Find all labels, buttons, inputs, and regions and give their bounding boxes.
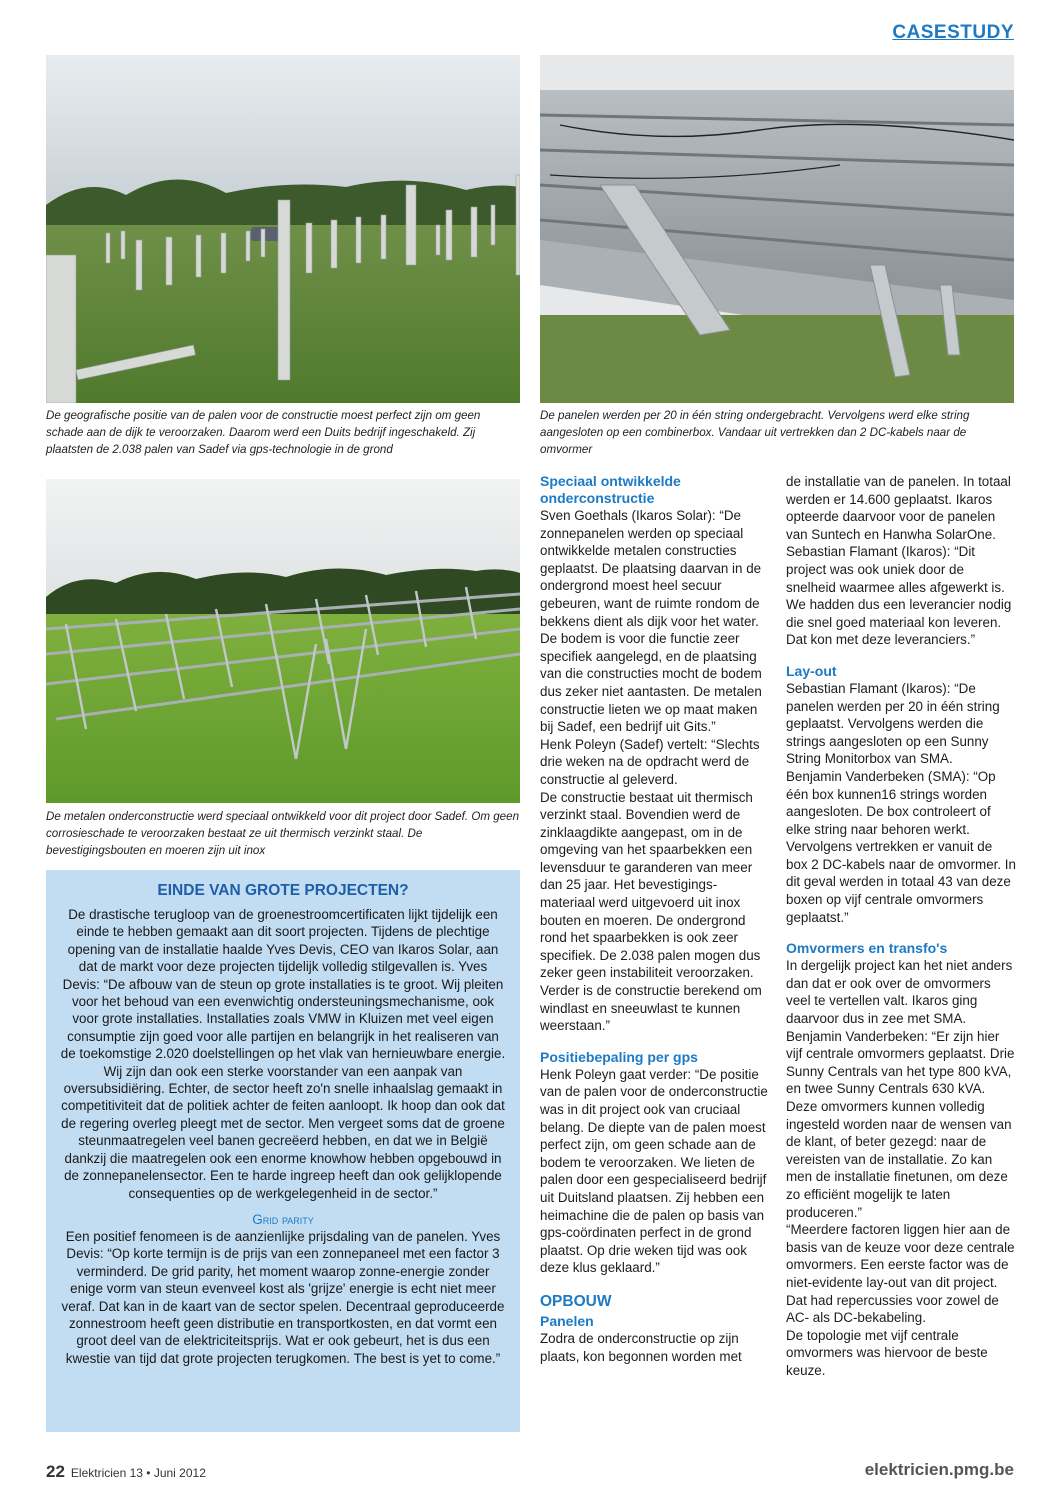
col1-paragraph-3: De constructie bestaat uit thermisch verzinkt staal. Bovendien werd de zinklaagdikte aangepast, om in de omgeving van het spaarbekken een levensduur te garanderen van meer dan 25 jaar. Het bevestigings-materiaal werd uitgevoerd uit inox bouten en moeren. De ondergrond rond het spaarbekken is ook zeer specifiek. De 2.038 palen mogen dus zeker geen instabiliteit veroorzaken. (540, 789, 761, 981)
sidebar-title: EINDE VAN GROTE PROJECTEN? (157, 882, 409, 899)
footer-left (46, 1462, 206, 1482)
col2-paragraph-7: De topologie met vijf centrale omvormers was hiervoor de beste keuze. (786, 1327, 988, 1378)
col2-paragraph-1: de installatie van de panelen. In totaal werden er 14.600 geplaatst. Ikaros opteerde daarvoor voor de panelen van Suntech en Hanwha SolarOne. Sebastian Flamant (Ikaros): “Dit project was ook uniek door de snelheid waarmee alles afgewerkt is. We hadden dus een leverancier nodig die snel goed materiaal kon leveren. Dat kon met deze leveranciers.” (786, 474, 1012, 648)
photo-poles-caption: De geografische positie van de palen voor de constructie moest perfect zijn om geen schade aan de dijk te veroorzaken. Daarom werd een Duits bedrijf ingeschakeld. Zij plaatsten de 2.038 palen van Sadef via gps-technologie in de grond (46, 409, 481, 456)
col1-paragraph-6: Zodra de onderconstructie op zijn plaats, kon begonnen worden met (540, 1330, 742, 1364)
sidebar-paragraph-1: De drastische terugloop van de groenestroomcertificaten lijkt tijdelijk een einde te hebben gemaakt aan dit soort projecten. Tijdens de plechtige opening van de installatie haalde Yves Devis, CEO van Ikaros Solar, aan dat de markt voor deze projecten tijdelijk volledig stilgevallen is. Yves Devis: “De afbouw van de steun op grote installaties is te groot. Wij pleiten voor het behoud van een evenwichtig ondersteuningsmechanisme, ook voor grote installaties. Installaties zoals VMW in Kluizen met veel eigen consumptie zijn goed voor alle partijen en belangrijk in het realiseren van de toekomstige 2.020 doelstellingen op het vlak van hernieuwbare energie. Wij zijn dan ook een sterke voorstander van een aanpak van oversubsidiëring. Echter, de sector heeft zo'n snelle inhaalslag gemaakt in competitiviteit dat de politiek achter de feiten aanloopt. Ik hoop dan ook dat de regering overleg pleegt met de sector. Men vergeet soms dat de groene steunmaatregelen veel banen gecreëerd hebben, en dat we in België dankzij die maatregelen ook een enorme knowhow hebben opgebouwd in de zonnepanelensector. Een te harde ingreep heeft dan ook gelijklopende consequenties op de werkgelegenheid in de sector.” (60, 907, 506, 1201)
sidebar-subtitle: Grid parity (252, 1211, 314, 1227)
website-link[interactable]: elektricien.pmg.be (864, 1460, 1014, 1479)
magazine-issue: Elektricien 13 • Juni 2012 (70, 1466, 206, 1480)
col1-paragraph-5: Henk Poleyn gaat verder: “De positie van de palen voor de onderconstructie was in dit project ook van cruciaal belang. De diepte van de palen moest perfect zijn, om geen schade aan de bodem te veroorzaken. We lieten de palen door een gespecialiseerd bedrijf uit Duitsland plaatsen. Zij hebben een heimachine die de palen op basis van gps-coördinaten perfect in de grond plaatst. Op drie weken tijd was ook deze klus geklaard.” (540, 1066, 768, 1276)
article-column-2 (786, 473, 1016, 1380)
heading-panelen: Panelen (540, 1312, 594, 1329)
article-column-1 (540, 473, 772, 1365)
photo-frames (46, 479, 520, 803)
col2-paragraph-4: In dergelijk project kan het niet anders dan dat er ook over de omvormers veel te vertellen valt. Ikaros ging daarvoor dus in zee met SMA. (786, 958, 1013, 1027)
col2-paragraph-3: Benjamin Vanderbeken (SMA): “Op één box kunnen16 strings worden aangesloten. De box controleert of elke string naar behoren werkt. Vervolgens vertrekken er vanuit de box 2 DC-kabels naar de omvormer. In dit geval werden in totaal 43 van deze boxen op vijf centrale omvormers geplaatst.” (786, 768, 1016, 925)
heading-gps: Positiebepaling per gps (540, 1048, 698, 1065)
panels-image (540, 55, 1014, 403)
frames-image (46, 479, 520, 803)
col1-paragraph-4: Verder is de constructie berekend om windlast en sneeuwlast te kunnen weerstaan.” (540, 983, 762, 1034)
heading-layout: Lay-out (786, 662, 837, 679)
heading-onderconstructie: Speciaal ontwikkelde onderconstructie (540, 473, 681, 506)
photo-panels (540, 55, 1014, 403)
heading-omvormers: Omvormers en transfo's (786, 940, 948, 957)
section-header[interactable]: CASESTUDY (892, 22, 1014, 43)
col1-paragraph-2: Henk Poleyn (Sadef) vertelt: “Slechts drie weken na de opdracht werd de constructie al geleverd. (540, 736, 760, 787)
poles-image (46, 55, 520, 403)
heading-opbouw: OPBOUW (540, 1292, 612, 1310)
photo-poles (46, 55, 520, 403)
sidebar-box (46, 870, 520, 1432)
photo-panels-caption: De panelen werden per 20 in één string ondergebracht. Vervolgens werd elke string aangesloten op een combinerbox. Vandaar uit vertrekken dan 2 DC-kabels naar de omvormer (540, 409, 970, 456)
sidebar-paragraph-2: Een positief fenomeen is de aanzienlijke prijsdaling van de panelen. Yves Devis: “Op korte termijn is de prijs van een zonnepaneel met een factor 3 verminderd. De grid parity, het moment waarop zonne-energie zonder enige vorm van steun evenveel kost als 'grijze' energie is echt niet meer veraf. Dat kan in de kaart van de sector spelen. Decentraal geproduceerde zonnestroom heeft geen distributie en transportkosten, en dat vormt een groot deel van de elektriciteitsprijs. Wat er ook gebeurt, het is dus een kwestie van tijd dat grote projecten terugkomen. The best is yet to come.” (61, 1228, 505, 1366)
col1-paragraph-1: Sven Goethals (Ikaros Solar): “De zonnepanelen werden op speciaal ontwikkelde metalen constructies geplaatst. De plaatsing daarvan in de ondergrond moest heel secuur gebeuren, want de ruimte rondom de bekkens dient als dijk voor het water. De bodem is voor die functie zeer specifiek aangelegd, en de plaatsing van die constructies mocht de bodem dus zeker niet aantasten. De metalen constructie lieten we op maat maken bij Sadef, een bedrijf uit Gits.” (540, 508, 762, 735)
col2-paragraph-2: Sebastian Flamant (Ikaros): “De panelen werden per 20 in één string geplaatst. Vervolgens werden die strings aangesloten op een Sunny String Monitorbox van SMA. (786, 680, 1000, 767)
col2-paragraph-5: Benjamin Vanderbeken: “Er zijn hier vijf centrale omvormers geplaatst. Drie Sunny Centrals van het type 800 kVA, en twee Sunny Centrals 630 kVA. Deze omvormers kunnen volledig ingesteld worden naar de wensen van de klant, of beter gezegd: naar de vereisten van de installatie. Zo kan men de installatie finetunen, om deze zo efficiënt mogelijk te laten produceren.” (786, 1028, 1015, 1220)
photo-frames-caption: De metalen onderconstructie werd speciaal ontwikkeld voor dit project door Sadef. Om geen corrosieschade te veroorzaken bestaat ze uit thermisch verzinkt staal. De bevestigingsbouten en moeren zijn uit inox (46, 810, 520, 857)
page-number: 22 (46, 1462, 65, 1481)
col2-paragraph-6: “Meerdere factoren liggen hier aan de basis van de keuze voor deze centrale omvormers. Een eerste factor was de niet-evidente lay-out van dit project. Dat had repercussies voor zowel de AC- als DC-bekabeling. (786, 1222, 1015, 1326)
